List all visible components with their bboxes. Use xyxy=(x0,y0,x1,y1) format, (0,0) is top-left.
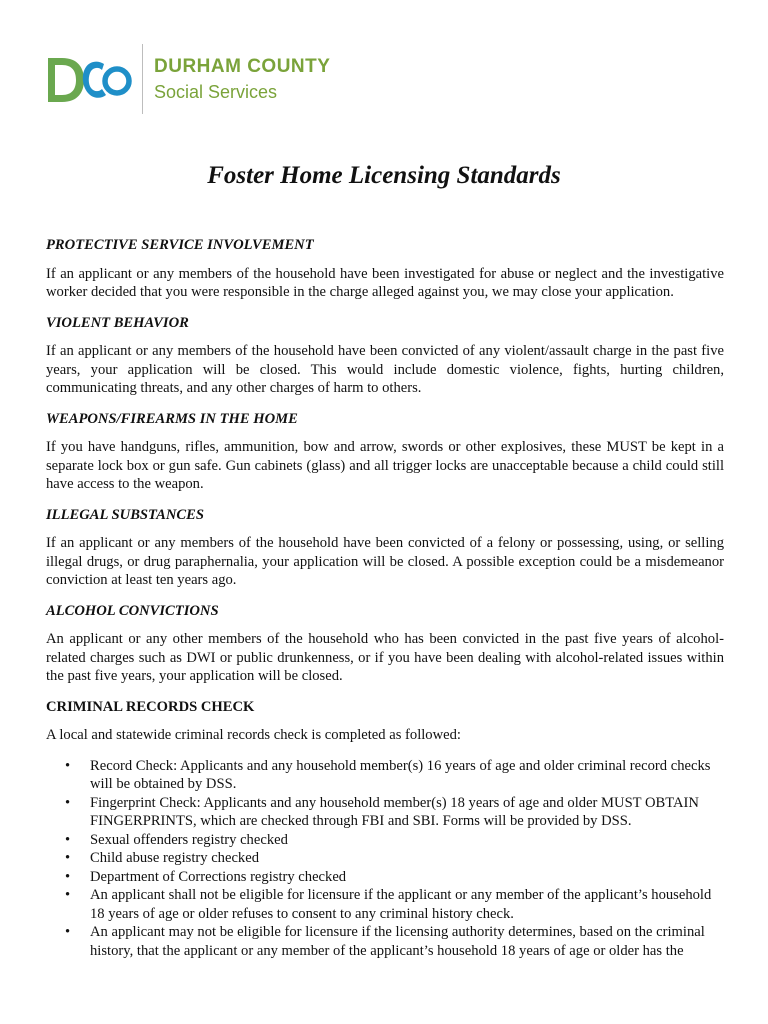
section-body-criminal: A local and statewide criminal records check is completed as followed: xyxy=(46,727,461,743)
section-body-protective: If an applicant or any members of the household have been investigated for abuse or neglect and the investigative worker decided that you were responsible in the charge alleged against you, we may close your application. xyxy=(46,265,724,300)
section-body-substances: If an applicant or any members of the household have been convicted of a felony or possessing, using, or selling illegal drugs, or drug paraphernalia, your application will be closed. A possible exception could be a misdemeanor conviction at least ten years ago. xyxy=(46,535,724,588)
list-item: • Record Check: Applicants and any household member(s) 16 years of age and older criminal record checks will be obtained by DSS. xyxy=(90,757,724,794)
section-heading-alcohol: ALCOHOL CONVICTIONS xyxy=(46,602,219,619)
dco-logo-icon xyxy=(44,52,132,108)
section-heading-violent: VIOLENT BEHAVIOR xyxy=(46,314,189,331)
list-item: • Fingerprint Check: Applicants and any household member(s) 18 years of age and older MUST OBTAIN FINGERPRINTS, which are checked through FBI and SBI. Forms will be provided by DSS. xyxy=(90,794,724,831)
list-item: • An applicant shall not be eligible for licensure if the applicant or any member of the applicant’s household 18 years of age or older refuses to consent to any criminal history check. xyxy=(90,886,724,923)
org-subtitle: Social Services xyxy=(154,82,278,102)
section-heading-criminal: CRIMINAL RECORDS CHECK xyxy=(46,698,255,715)
list-item: • An applicant may not be eligible for licensure if the licensing authority determines, based on the criminal history, that the applicant or any member of the applicant’s household 18 years of age or older has the xyxy=(90,923,724,960)
criminal-checks-list xyxy=(46,757,724,961)
list-item: • Department of Corrections registry checked xyxy=(90,868,724,887)
list-item: • Child abuse registry checked xyxy=(90,849,724,868)
section-body-alcohol: An applicant or any other members of the household who has been convicted in the past five years of alcohol-related charges such as DWI or public drunkenness, or if you have been dealing with alcohol-related issues within the past five years, your application will be closed. xyxy=(46,631,724,684)
section-heading-weapons: WEAPONS/FIREARMS IN THE HOME xyxy=(46,410,298,427)
document-title: Foster Home Licensing Standards xyxy=(207,162,561,189)
document-body xyxy=(46,236,724,960)
list-item: • Sexual offenders registry checked xyxy=(90,831,724,850)
section-body-weapons: If you have handguns, rifles, ammunition, bow and arrow, swords or other explosives, these MUST be kept in a separate lock box or gun safe. Gun cabinets (glass) and all trigger locks are unacceptable because a child could still have access to the weapon. xyxy=(46,439,724,492)
section-heading-substances: ILLEGAL SUBSTANCES xyxy=(46,506,205,523)
page-header xyxy=(44,44,384,116)
org-name: DURHAM COUNTY xyxy=(154,56,331,77)
section-heading-protective: PROTECTIVE SERVICE INVOLVEMENT xyxy=(46,237,314,253)
section-body-violent: If an applicant or any members of the household have been convicted of any violent/assault charge in the past five years, your application will be closed. This would include domestic violence, fights, hurting children, communicating threats, and any other charges of harm to others. xyxy=(46,343,724,396)
logo-divider xyxy=(142,44,143,114)
